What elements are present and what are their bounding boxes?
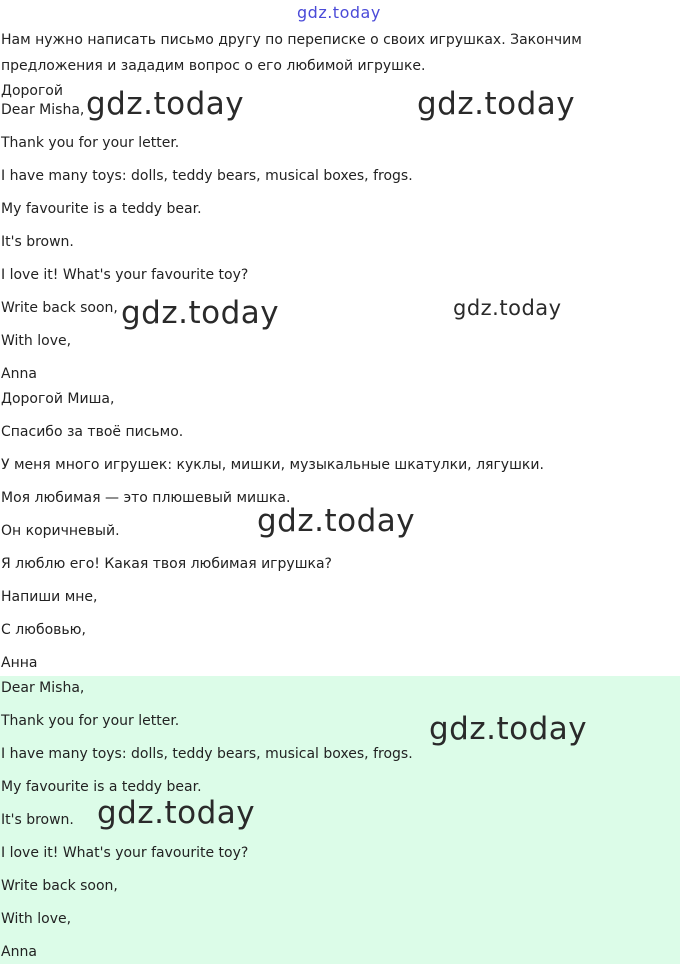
en-letter-line: With love,	[1, 911, 72, 927]
watermark: gdz.today	[257, 503, 416, 539]
ru-letter-line: С любовью,	[1, 622, 86, 638]
ru-letter-line: Напиши мне,	[1, 589, 98, 605]
greeting-en: Dear Misha,	[1, 102, 85, 118]
watermark: gdz.today	[429, 711, 588, 747]
fill-line: With love,	[1, 333, 72, 349]
en-letter-line: It's brown.	[1, 812, 74, 828]
en-letter-line: Write back soon,	[1, 878, 118, 894]
en-letter-line: I love it! What's your favourite toy?	[1, 845, 249, 861]
fill-line: Write back soon,	[1, 300, 118, 316]
watermark: gdz.today	[97, 795, 256, 831]
fill-line: I have many toys: dolls, teddy bears, musical boxes, frogs.	[1, 168, 413, 184]
en-letter-line: Dear Misha,	[1, 680, 85, 696]
watermark: gdz.today	[121, 295, 280, 331]
ru-letter-line: Моя любимая — это плюшевый мишка.	[1, 490, 291, 506]
watermark: gdz.today	[417, 86, 576, 122]
ru-letter-line: Анна	[1, 655, 38, 671]
fill-line: Thank you for your letter.	[1, 135, 180, 151]
fill-line: It's brown.	[1, 234, 74, 250]
watermark: gdz.today	[453, 296, 562, 320]
en-letter-line: My favourite is a teddy bear.	[1, 779, 202, 795]
ru-letter-line: Я люблю его! Какая твоя любимая игрушка?	[1, 556, 332, 572]
intro-line-1: Нам нужно написать письмо другу по переписке о своих игрушках. Закончим	[1, 32, 582, 48]
ru-letter-line: Он коричневый.	[1, 523, 120, 539]
fill-line: I love it! What's your favourite toy?	[1, 267, 249, 283]
fill-line: My favourite is a teddy bear.	[1, 201, 202, 217]
intro-line-2: предложения и зададим вопрос о его любимой игрушке.	[1, 58, 426, 74]
fill-line: Anna	[1, 366, 37, 382]
watermark: gdz.today	[86, 86, 245, 122]
header-watermark: gdz.today	[297, 3, 381, 22]
en-letter-line: Anna	[1, 944, 37, 960]
ru-letter-line: У меня много игрушек: куклы, мишки, музыкальные шкатулки, лягушки.	[1, 457, 544, 473]
ru-letter-line: Дорогой Миша,	[1, 391, 115, 407]
en-letter-line: Thank you for your letter.	[1, 713, 180, 729]
en-letter-line: I have many toys: dolls, teddy bears, musical boxes, frogs.	[1, 746, 413, 762]
greeting-ru: Дорогой	[1, 83, 63, 99]
ru-letter-line: Спасибо за твоё письмо.	[1, 424, 184, 440]
